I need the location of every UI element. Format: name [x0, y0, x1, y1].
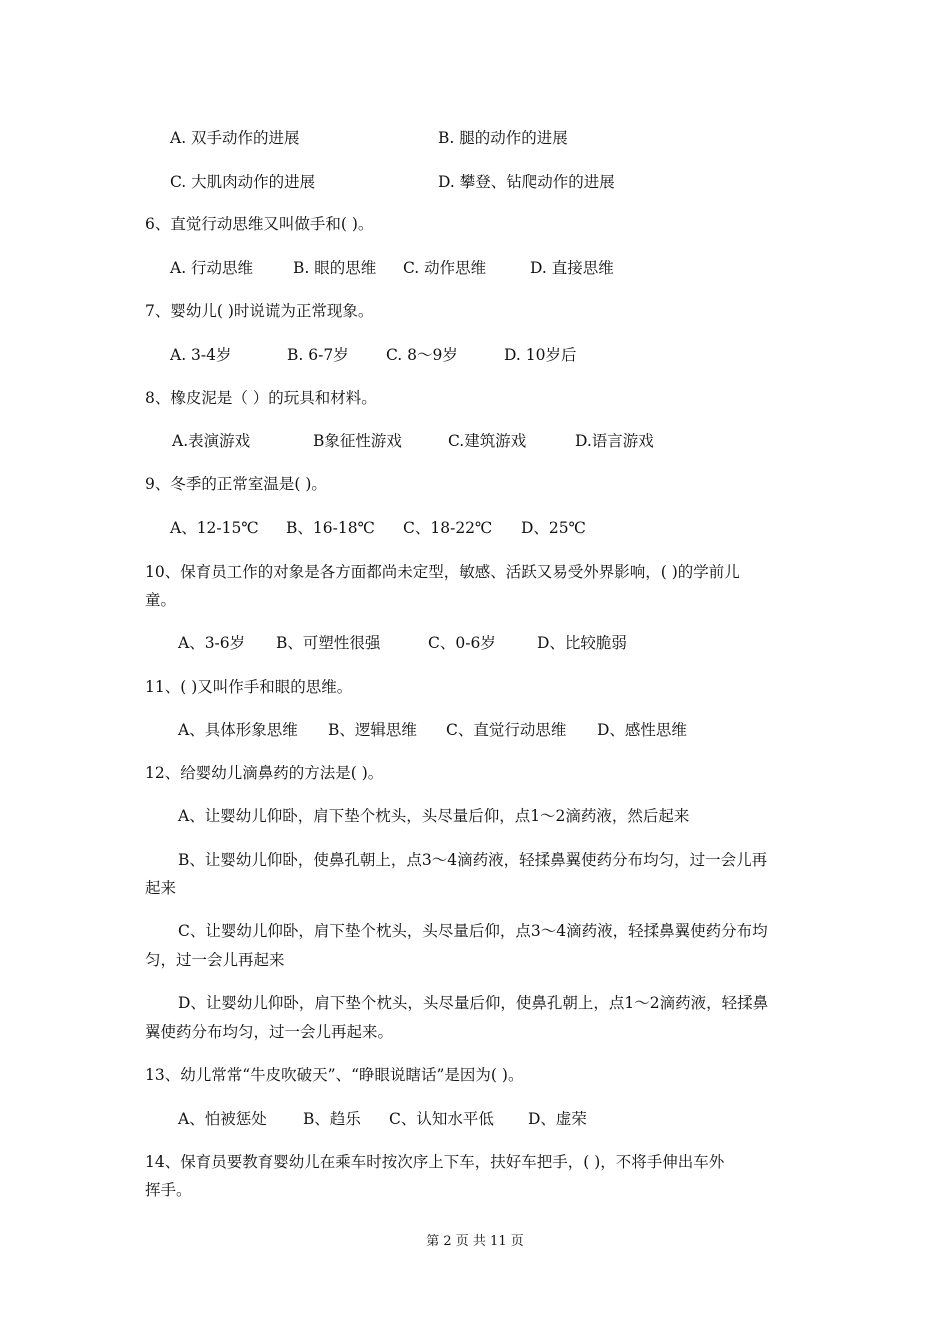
q6-option-a: A. 行动思维	[170, 259, 254, 277]
page-footer: 第 2 页 共 11 页	[426, 1234, 524, 1249]
q7-option-c: C. 8～9岁	[386, 346, 458, 364]
q12-stem: 12、给婴幼儿滴鼻药的方法是( )。	[145, 764, 384, 782]
q12-option-b-line2: 起来	[145, 879, 177, 897]
q13-option-d: D、虚荣	[528, 1110, 587, 1128]
q9-option-a: A、12-15℃	[170, 519, 259, 537]
q6-option-d: D. 直接思维	[530, 259, 614, 277]
q6-option-c: C. 动作思维	[403, 259, 487, 277]
q10-option-a: A、3-6岁	[178, 634, 246, 652]
q10-stem-line1: 10、保育员工作的对象是各方面都尚未定型，敏感、活跃又易受外界影响，( )的学前儿	[145, 563, 740, 581]
q12-option-c-line2: 匀，过一会儿再起来	[145, 951, 285, 969]
q11-option-d: D、感性思维	[597, 721, 687, 739]
q11-option-a: A、具体形象思维	[178, 721, 298, 739]
q14-stem-line2: 挥手。	[145, 1181, 192, 1199]
q6-stem: 6、直觉行动思维又叫做手和( )。	[145, 215, 374, 233]
q10-option-c: C、0-6岁	[428, 634, 496, 652]
q9-option-c: C、18-22℃	[403, 519, 493, 537]
q9-stem: 9、冬季的正常室温是( )。	[145, 475, 327, 493]
q5-option-d: D. 攀登、钻爬动作的进展	[438, 173, 615, 191]
q9-option-d: D、25℃	[521, 519, 586, 537]
q13-option-c: C、认知水平低	[389, 1110, 494, 1128]
q12-option-d-line1: D、让婴幼儿仰卧，肩下垫个枕头，头尽量后仰，使鼻孔朝上，点1～2滴药液，轻揉鼻	[178, 994, 769, 1012]
q5-option-b: B. 腿的动作的进展	[438, 129, 568, 147]
q8-option-a: A.表演游戏	[172, 432, 251, 450]
q12-option-d-line2: 翼使药分布均匀，过一会儿再起来。	[145, 1023, 394, 1041]
q10-stem-line2: 童。	[145, 591, 177, 609]
q14-stem-line1: 14、保育员要教育婴幼儿在乘车时按次序上下车，扶好车把手，( )，不将手伸出车外	[145, 1153, 725, 1171]
q13-stem: 13、幼儿常常“牛皮吹破天”、“睁眼说瞎话”是因为( )。	[145, 1066, 524, 1084]
q12-option-b-line1: B、让婴幼儿仰卧，使鼻孔朝上，点3～4滴药液，轻揉鼻翼使药分布均匀，过一会儿再	[178, 851, 768, 869]
q11-stem: 11、( )又叫作手和眼的思维。	[145, 678, 353, 696]
q11-option-c: C、直觉行动思维	[446, 721, 567, 739]
q5-option-c: C. 大肌肉动作的进展	[170, 173, 316, 191]
q8-stem: 8、橡皮泥是（ ）的玩具和材料。	[145, 389, 377, 407]
q12-option-a: A、让婴幼儿仰卧，肩下垫个枕头，头尽量后仰，点1～2滴药液，然后起来	[178, 807, 690, 825]
q12-option-c-line1: C、让婴幼儿仰卧，肩下垫个枕头，头尽量后仰，点3～4滴药液，轻揉鼻翼使药分布均	[178, 922, 768, 940]
q11-option-b: B、逻辑思维	[328, 721, 417, 739]
q7-option-b: B. 6-7岁	[287, 346, 349, 364]
q7-stem: 7、婴幼儿( )时说谎为正常现象。	[145, 302, 374, 320]
q13-option-b: B、趋乐	[303, 1110, 361, 1128]
q9-option-b: B、16-18℃	[286, 519, 375, 537]
q13-option-a: A、怕被惩处	[178, 1110, 267, 1128]
q8-option-d: D.语言游戏	[575, 432, 654, 450]
q6-option-b: B. 眼的思维	[293, 259, 377, 277]
q8-option-c: C.建筑游戏	[448, 432, 527, 450]
q7-option-d: D. 10岁后	[504, 346, 577, 364]
q8-option-b: B象征性游戏	[313, 432, 402, 450]
q5-option-a: A. 双手动作的进展	[170, 129, 300, 147]
q7-option-a: A. 3-4岁	[170, 346, 232, 364]
q10-option-b: B、可塑性很强	[276, 634, 381, 652]
q10-option-d: D、比较脆弱	[537, 634, 627, 652]
